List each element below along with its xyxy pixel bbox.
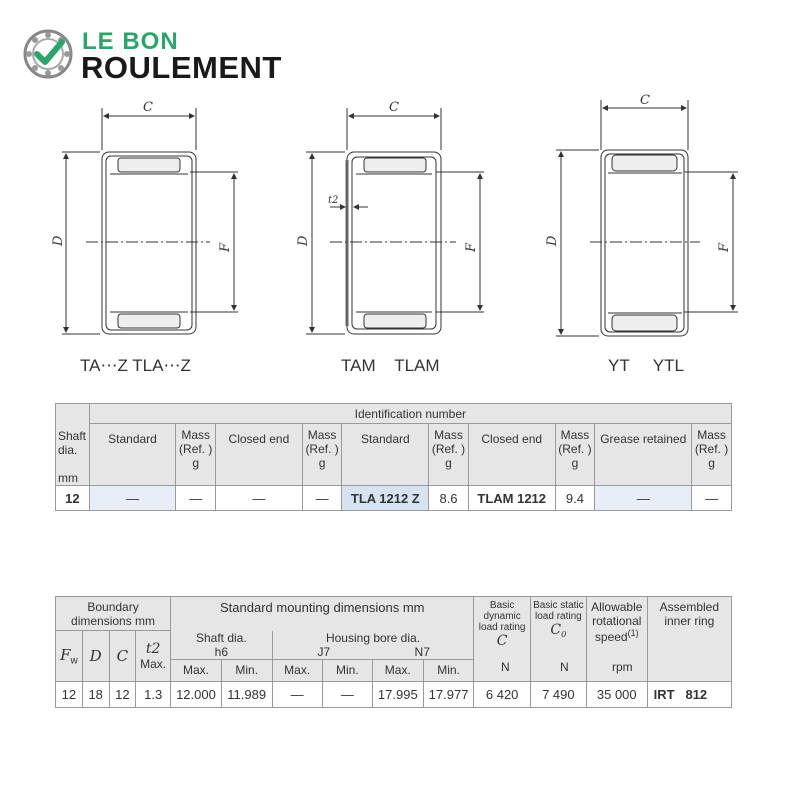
col-mass-4: Mass (Ref. ) g — [555, 424, 595, 486]
cell-shaft-max: 12.000 — [171, 681, 222, 707]
col-mass-2: Mass (Ref. ) g — [302, 424, 342, 486]
cell: — — [216, 486, 303, 511]
sym-fw: $F_w$ — [56, 631, 83, 682]
col-mass-1: Mass (Ref. ) g — [176, 424, 216, 486]
speed-header: Allowable rotational speed$^{(1)}$ — [586, 597, 647, 682]
cell-d: 18 — [82, 681, 109, 707]
bearing-drawings — [0, 90, 800, 390]
unit-rpm: rpm — [612, 660, 633, 674]
label-tam: TAM TLAM — [341, 356, 440, 375]
cell-j7-max: — — [272, 681, 322, 707]
drawing-ta-z — [62, 108, 238, 334]
cell-rpm: 35 000 — [586, 681, 647, 707]
cell-fw: 12 — [56, 681, 83, 707]
boundary-header: Boundary dimensions mm — [56, 597, 171, 631]
dim-d-3: D — [545, 235, 560, 246]
logo-line2: ROULEMENT — [81, 50, 282, 85]
drawing-tam — [306, 108, 484, 334]
dyn-rating-header: Basic dynamic load rating C — [474, 597, 530, 682]
col-mass-5: Mass (Ref. ) g — [692, 424, 732, 486]
dim-d-2: D — [296, 235, 311, 246]
shaft-dia-header: Shaft dia. mm — [56, 404, 90, 486]
dim-c-2: C — [389, 100, 399, 115]
col-j7-max: Max. — [272, 659, 322, 681]
col-closed-2: Closed end — [468, 424, 555, 486]
sym-d: D — [82, 631, 109, 682]
cell-c: 12 — [109, 681, 136, 707]
cell: — — [89, 486, 176, 511]
table-row — [56, 486, 732, 511]
cell-j7-min: — — [322, 681, 372, 707]
cell-shaft: 12 — [56, 486, 90, 511]
col-grease: Grease retained — [595, 424, 692, 486]
cell-t2: 1.3 — [136, 681, 171, 707]
col-closed-1: Closed end — [216, 424, 303, 486]
label-ta-z: TA⋯Z TLA⋯Z — [80, 356, 191, 375]
col-n7-max: Max. — [372, 659, 423, 681]
col-shaft-min: Min. — [221, 659, 272, 681]
mounting-header: Standard mounting dimensions mm — [171, 597, 474, 631]
sym-c: C — [109, 631, 136, 682]
cell-inner-ring[interactable]: IRT 812 — [647, 681, 731, 707]
unit-n-stat: N — [560, 660, 569, 674]
logo-line1: LE BON — [82, 28, 179, 55]
identification-table — [55, 403, 732, 511]
cell-n7-min: 17.977 — [423, 681, 474, 707]
identification-title: Identification number — [89, 404, 731, 424]
bearing-check-icon — [22, 28, 74, 80]
bearing-drawing-svg — [0, 90, 800, 390]
cell-shaft-min: 11.989 — [221, 681, 272, 707]
inner-ring-header: Assembled inner ring — [647, 597, 731, 682]
cell: — — [595, 486, 692, 511]
dim-d-1: D — [51, 235, 66, 246]
dimensions-table — [55, 596, 732, 708]
cell: — — [692, 486, 732, 511]
cell: 8.6 — [429, 486, 469, 511]
col-shaft-max: Max. — [171, 659, 222, 681]
cell-cr: 6 420 — [474, 681, 530, 707]
col-mass-3: Mass (Ref. ) g — [429, 424, 469, 486]
unit-n-dyn: N — [501, 660, 510, 674]
dim-fw-3: F — [717, 242, 732, 252]
dim-fw-1: F — [218, 242, 233, 252]
col-j7-min: Min. — [322, 659, 372, 681]
dim-fw-2: F — [464, 242, 479, 252]
table-row — [56, 681, 732, 707]
shaft-dia-header: Shaft dia. h6 — [171, 631, 272, 660]
drawing-yt — [556, 100, 738, 336]
cell-tla-1212z[interactable]: TLA 1212 Z — [342, 486, 429, 511]
housing-header: Housing bore dia. J7 N7 — [272, 631, 474, 660]
sym-t2: t2 Max. — [136, 631, 171, 682]
dim-c-3: C — [640, 93, 650, 108]
brand-logo[interactable] — [22, 26, 302, 84]
cell-c0: 7 490 — [530, 681, 586, 707]
col-n7-min: Min. — [423, 659, 474, 681]
cell: 9.4 — [555, 486, 595, 511]
label-yt: YT YTL — [608, 356, 684, 375]
col-standard-1: Standard — [89, 424, 176, 486]
cell: — — [302, 486, 342, 511]
cell-tlam-1212[interactable]: TLAM 1212 — [468, 486, 555, 511]
static-rating-header: Basic static load rating $C_0$ — [530, 597, 586, 682]
cell-n7-max: 17.995 — [372, 681, 423, 707]
dim-t2: t2 — [328, 195, 339, 206]
cell: — — [176, 486, 216, 511]
col-standard-2: Standard — [342, 424, 429, 486]
dim-c-1: C — [143, 100, 153, 115]
